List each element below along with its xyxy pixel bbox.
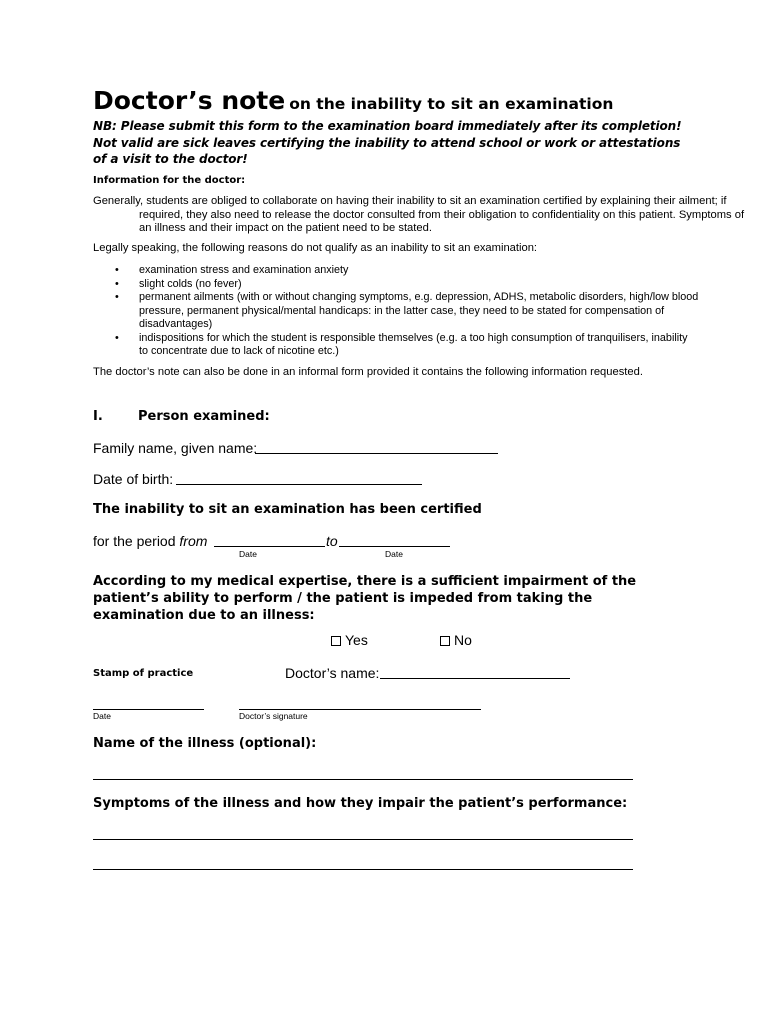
signature-field[interactable] xyxy=(239,709,481,710)
no-checkbox[interactable] xyxy=(440,636,450,646)
bullet-icon: • xyxy=(115,277,119,290)
period-prefix: for the period xyxy=(93,533,176,549)
expertise-statement: According to my medical expertise, there is a sufficient impairment of the patient’s ability to perform / the patient is impeded from taking the examination due to an illness: xyxy=(93,574,637,623)
yes-checkbox[interactable] xyxy=(331,636,341,646)
title-main: Doctor’s note xyxy=(93,86,286,115)
date-caption-from: Date xyxy=(239,549,257,559)
symptoms-heading: Symptoms of the illness and how they impair the patient’s performance: xyxy=(93,796,628,811)
no-option[interactable] xyxy=(440,632,472,648)
page-title xyxy=(93,86,613,115)
period-from-label: from xyxy=(179,533,208,549)
list-item: • permanent ailments (with or without changing symptoms, e.g. depression, ADHS, metabolic disorders, high/low blood pressure, permanent physical/mental handicaps: in the latter case, they need to be stated for compensation of disadvantages) xyxy=(115,291,699,330)
period-from-field[interactable] xyxy=(214,546,325,547)
bullet-icon: • xyxy=(115,264,119,276)
list-item: • examination stress and examination anxiety xyxy=(115,264,349,276)
list-item: • indispositions for which the student is responsible themselves (e.g. a too high consumption of tranquilisers, inability to concentrate due to lack of nicotine etc.) xyxy=(115,331,688,357)
no-label: No xyxy=(454,632,472,648)
info-heading: Information for the doctor: xyxy=(93,175,246,186)
bullet-icon: • xyxy=(115,331,119,344)
dob-field[interactable] xyxy=(176,484,422,485)
symptoms-field-line-1[interactable] xyxy=(93,839,633,840)
title-sub: on the inability to sit an examination xyxy=(289,95,614,113)
period-to-field[interactable] xyxy=(339,546,450,547)
illness-name-field[interactable] xyxy=(93,779,633,780)
yes-option[interactable] xyxy=(331,632,368,648)
nb-notice: NB: Please submit this form to the examination board immediately after its completion! Not valid are sick leaves certifying the inability to attend school or work or attestations of a visit to the doctor! xyxy=(93,119,682,166)
reasons-list xyxy=(93,264,699,359)
date-caption: Date xyxy=(93,711,111,721)
family-name-field[interactable] xyxy=(255,453,498,454)
date-field[interactable] xyxy=(93,709,204,710)
symptoms-field-line-2[interactable] xyxy=(93,869,633,870)
family-name-label: Family name, given name: xyxy=(93,440,258,456)
certified-heading: The inability to sit an examination has been certified xyxy=(93,502,482,517)
period-to-label: to xyxy=(326,533,338,549)
bullet-icon: • xyxy=(115,291,119,303)
dob-label: Date of birth: xyxy=(93,471,174,487)
date-caption-to: Date xyxy=(385,549,403,559)
section-title: Person examined: xyxy=(138,409,270,424)
informal-note: The doctor’s note can also be done in an informal form provided it contains the following information requested. xyxy=(93,366,643,378)
intro-paragraph: Generally, students are obliged to collaborate on having their inability to sit an examination certified by explaining their ailment; if required, they also need to release the doctor consulted from their obligation to confidentiality on this patient. Symptoms of an illness and their impact on the patient need to be stated. xyxy=(93,195,745,234)
period-row xyxy=(93,533,207,549)
section-number: I. xyxy=(93,409,103,424)
legal-intro: Legally speaking, the following reasons do not qualify as an inability to sit an examination: xyxy=(93,242,538,254)
list-item: • slight colds (no fever) xyxy=(115,277,242,290)
doctor-name-label: Doctor’s name: xyxy=(285,665,380,681)
doctor-name-field[interactable] xyxy=(380,678,570,679)
stamp-label: Stamp of practice xyxy=(93,668,194,679)
yes-label: Yes xyxy=(345,632,368,648)
signature-caption: Doctor’s signature xyxy=(239,711,308,721)
illness-name-heading: Name of the illness (optional): xyxy=(93,736,317,751)
